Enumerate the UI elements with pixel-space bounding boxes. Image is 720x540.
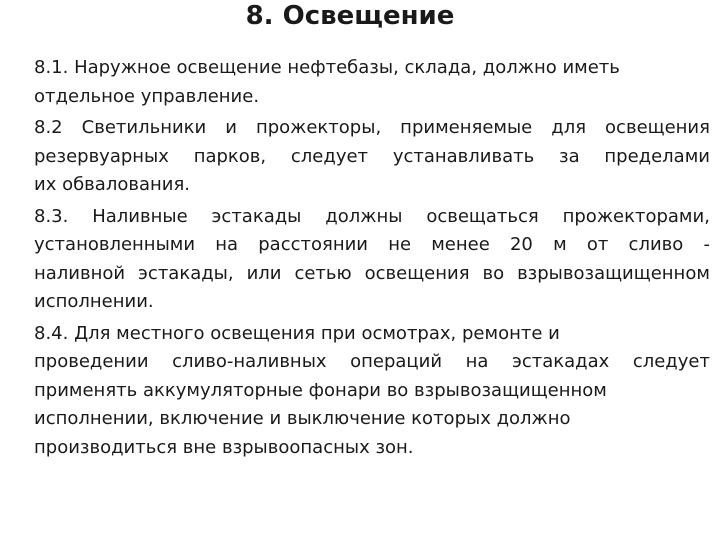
line-word: эстакады bbox=[211, 205, 302, 227]
line-word: пределами bbox=[604, 145, 710, 167]
paragraph-line: 8.4. Для местного освещения при осмотрах, ремонте и bbox=[34, 322, 560, 344]
line-word: освещения bbox=[364, 262, 470, 284]
line-word: на bbox=[215, 234, 239, 255]
line-word: прожекторы, bbox=[255, 117, 382, 138]
paragraph-line: производиться вне взрывоопасных зон. bbox=[34, 436, 414, 458]
paragraph-line bbox=[34, 348, 710, 377]
line-word: 8.3. bbox=[34, 205, 69, 227]
line-word: должны bbox=[325, 205, 403, 227]
paragraph-line: исполнении, включение и выключение которых должно bbox=[34, 408, 571, 429]
line-word: расстоянии bbox=[258, 234, 368, 255]
paragraph-line bbox=[34, 231, 710, 260]
line-word: для bbox=[551, 117, 587, 138]
line-word: взрывозащищенном bbox=[517, 262, 710, 284]
line-word: прожекторами, bbox=[562, 205, 710, 227]
line-word: менее bbox=[431, 234, 490, 255]
line-word: Светильники bbox=[81, 117, 207, 138]
line-word: м bbox=[553, 234, 567, 255]
slide-body bbox=[34, 54, 710, 465]
line-word: освещаться bbox=[426, 205, 539, 227]
line-word: резервуарных bbox=[34, 145, 169, 167]
line-word: Наливные bbox=[92, 205, 188, 227]
line-word: установленными bbox=[34, 234, 196, 255]
paragraph-8-4 bbox=[34, 320, 710, 463]
paragraph-line: исполнении. bbox=[34, 291, 154, 312]
line-word: сливо bbox=[628, 234, 684, 255]
paragraph-line bbox=[34, 143, 710, 172]
line-word: или bbox=[246, 262, 282, 284]
line-word: от bbox=[586, 234, 609, 255]
line-word: следует bbox=[290, 145, 369, 167]
line-word: и bbox=[225, 117, 237, 138]
line-word: - bbox=[703, 234, 710, 255]
line-word: эстакадах bbox=[511, 351, 610, 372]
paragraph-8-2 bbox=[34, 114, 710, 200]
paragraph-line bbox=[34, 203, 710, 232]
paragraph-line bbox=[34, 260, 710, 289]
paragraph-line: 8.1. Наружное освещение нефтебазы, склада, должно иметь bbox=[34, 57, 620, 78]
line-word: следует bbox=[632, 351, 710, 372]
line-word: применяемые bbox=[400, 117, 533, 138]
paragraph-line: применять аккумуляторные фонари во взрывозащищенном bbox=[34, 379, 607, 401]
line-word: операций bbox=[350, 351, 443, 372]
line-word: эстакады, bbox=[138, 262, 234, 284]
paragraph-line: их обвалования. bbox=[34, 174, 190, 195]
paragraph-line: отдельное управление. bbox=[34, 85, 260, 107]
line-word: не bbox=[388, 234, 412, 255]
line-word: освещения bbox=[605, 117, 710, 138]
paragraph-8-3 bbox=[34, 203, 710, 317]
line-word: сливо-наливных bbox=[172, 351, 327, 372]
line-word: парков, bbox=[193, 145, 267, 167]
line-word: проведении bbox=[34, 351, 149, 372]
line-word: сетью bbox=[294, 262, 352, 284]
slide-title: 8. Освещение bbox=[245, 1, 455, 31]
line-word: на bbox=[465, 351, 489, 372]
line-word: наливной bbox=[34, 262, 126, 284]
line-word: устанавливать bbox=[392, 145, 535, 167]
line-word: 20 bbox=[509, 234, 533, 255]
line-word: за bbox=[559, 145, 580, 167]
paragraph-8-1 bbox=[34, 54, 710, 111]
line-word: во bbox=[482, 262, 505, 284]
line-word: 8.2 bbox=[34, 117, 63, 138]
paragraph-line bbox=[34, 114, 710, 143]
